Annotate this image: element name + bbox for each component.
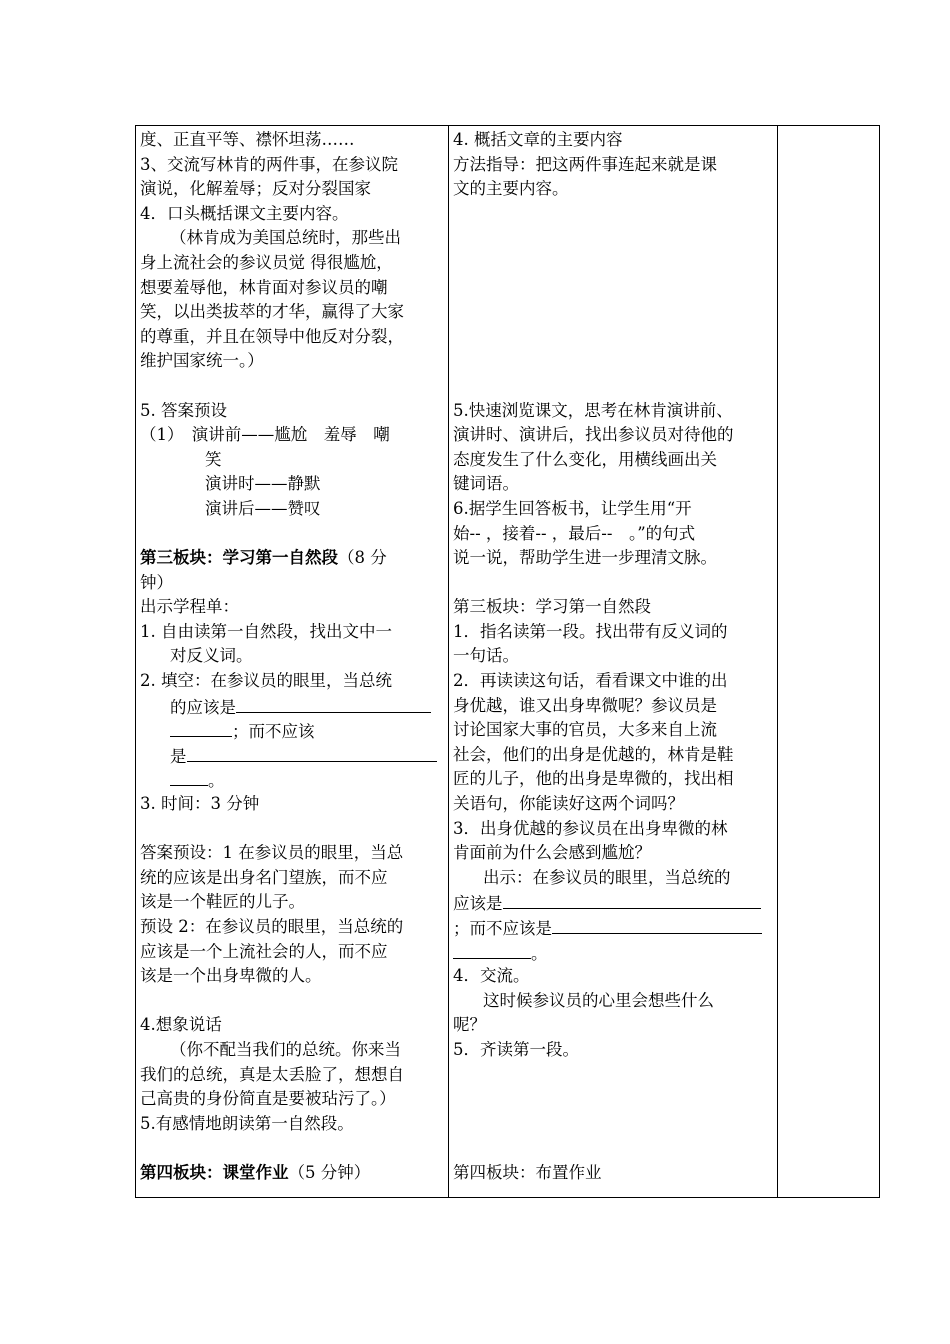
text-line: 2. 填空：在参议员的眼里，当总统: [140, 671, 392, 691]
fill-blank-text: ；而不应该: [232, 722, 315, 742]
text-line: 我们的总统，真是太丢脸了，想想自: [140, 1064, 404, 1084]
fill-blank-prefix: ；而不应该是: [453, 919, 552, 938]
text-line: 该是一个出身卑微的人。: [140, 966, 322, 986]
text-line: 想要羞辱他，林肯面对参议员的嘲: [140, 277, 388, 297]
text-line: 该是一个鞋匠的儿子。: [140, 892, 305, 912]
text-line: 钟）: [140, 572, 173, 592]
text-line: 4. 概括文章的主要内容: [453, 130, 623, 149]
section-heading: [140, 1161, 442, 1186]
blank-underline: [236, 694, 431, 713]
lesson-plan-table: [135, 125, 880, 1198]
text-line: 预设 2：在参议员的眼里，当总统的: [140, 917, 404, 936]
blank-underline: [453, 940, 531, 959]
fill-blank-prefix: 的应该是: [170, 697, 236, 717]
text-line: 己高贵的身份简直是要被玷污了。）: [140, 1089, 396, 1109]
blank-underline: [170, 718, 232, 737]
text-line: 出示学程单：: [140, 597, 239, 617]
blank-underline: [552, 915, 762, 934]
fill-blank-line: [140, 718, 442, 743]
text-line: 匠的儿子，他的出身是卑微的，找出相: [453, 769, 734, 789]
text-line: 出示：在参议员的眼里，当总统的: [483, 867, 731, 887]
section-heading: 第三板块：学习第一自然段: [453, 597, 651, 617]
text-line: 的尊重，并且在领导中他反对分裂，: [140, 326, 404, 346]
text-line: 维护国家统一。）: [140, 351, 264, 371]
notes-column: [781, 126, 879, 1197]
text-line: 答案预设：1 在参议员的眼里，当总: [140, 843, 404, 863]
fill-blank-line: [453, 940, 781, 965]
text-line: 键词语。: [453, 474, 519, 494]
blank-underline: [170, 767, 208, 786]
text-line: 笑: [205, 449, 222, 469]
fill-blank-line: [453, 915, 781, 940]
blank-underline: [503, 890, 761, 909]
fill-blank-text: 。: [531, 943, 548, 963]
text-line: 3、交流写林肯的两件事，在参议院: [140, 154, 398, 174]
fill-blank-line: [140, 743, 442, 768]
text-line: 始-- ，接着-- ，最后-- 。”的句式: [453, 523, 696, 543]
text-line: 2．再读读这句话，看看课文中谁的出: [453, 671, 728, 691]
fill-blank-line: [453, 890, 781, 915]
text-line: 社会，他们的出身是优越的，林肯是鞋: [453, 744, 734, 764]
fill-blank-prefix: 应该是: [453, 894, 503, 914]
text-line: 讨论国家大事的官员，大多来自上流: [453, 720, 717, 740]
text-line: 演说，化解羞辱；反对分裂国家: [140, 179, 371, 199]
text-line: 5.有感情地朗读第一自然段。: [140, 1113, 354, 1133]
text-line: 5. 答案预设: [140, 400, 227, 420]
text-line: 6.据学生回答板书，让学生用“开: [453, 498, 692, 518]
text-line: 4．口头概括课文主要内容。: [140, 203, 349, 223]
text-line: 5．齐读第一段。: [453, 1039, 579, 1059]
column-divider: [448, 126, 449, 1197]
section-duration: （5 分钟）: [288, 1162, 371, 1182]
text-line: （你不配当我们的总统。你来当: [170, 1039, 401, 1059]
text-line: 肯面前为什么会感到尴尬？: [453, 843, 651, 863]
section-title: 第四板块：课堂作业: [140, 1162, 289, 1182]
section-title: 第三板块：学习第一自然段: [140, 548, 338, 568]
text-line: 演讲时——静默: [205, 474, 321, 494]
text-line: 身优越，谁又出身卑微呢？参议员是: [453, 695, 717, 715]
fill-blank-text: 。: [208, 771, 225, 791]
section-duration: （8 分: [338, 548, 387, 568]
text-line: 4．交流。: [453, 966, 530, 986]
section-heading: [140, 546, 442, 571]
text-line: 5.快速浏览课文，思考在林肯演讲前、: [453, 400, 733, 420]
text-line: 关语句，你能读好这两个词吗？: [453, 794, 684, 814]
text-line: （1） 演讲前——尴尬 羞辱 嘲: [140, 425, 390, 445]
fill-blank-line: [140, 767, 442, 792]
text-line: 对反义词。: [170, 646, 253, 666]
fill-blank-line: [140, 694, 442, 719]
text-line: 统的应该是出身名门望族，而不应: [140, 867, 388, 887]
text-line: 应该是一个上流社会的人，而不应: [140, 941, 388, 961]
text-line: 这时候参议员的心里会想些什么: [483, 990, 714, 1010]
text-line: 态度发生了什么变化，用横线画出关: [453, 449, 717, 469]
text-line: 3. 时间：3 分钟: [140, 794, 260, 814]
text-line: 度、正直平等、襟怀坦荡……: [140, 130, 355, 149]
text-line: 1．指名读第一段。找出带有反义词的: [453, 621, 728, 641]
text-line: 4.想象说话: [140, 1015, 222, 1035]
text-line: 一句话。: [453, 646, 519, 666]
teacher-guidance-column: [453, 128, 781, 1197]
text-line: （林肯成为美国总统时，那些出: [170, 228, 401, 248]
text-line: 说一说，帮助学生进一步理清文脉。: [453, 548, 717, 568]
student-activity-column: [140, 128, 442, 1197]
text-line: 演讲时、演讲后，找出参议员对待他的: [453, 425, 734, 445]
text-line: 1. 自由读第一自然段，找出文中一: [140, 621, 392, 641]
text-line: 身上流社会的参议员觉 得很尴尬，: [140, 252, 393, 272]
text-line: 3．出身优越的参议员在出身卑微的林: [453, 818, 728, 838]
text-line: 方法指导：把这两件事连起来就是课: [453, 154, 717, 174]
text-line: 文的主要内容。: [453, 179, 569, 199]
text-line: 笑，以出类拔萃的才华，赢得了大家: [140, 302, 404, 322]
text-line: 演讲后——赞叹: [205, 498, 321, 518]
fill-blank-prefix: 是: [170, 746, 187, 766]
blank-underline: [187, 743, 437, 762]
text-line: 呢？: [453, 1015, 486, 1035]
section-heading: 第四板块：布置作业: [453, 1162, 602, 1182]
